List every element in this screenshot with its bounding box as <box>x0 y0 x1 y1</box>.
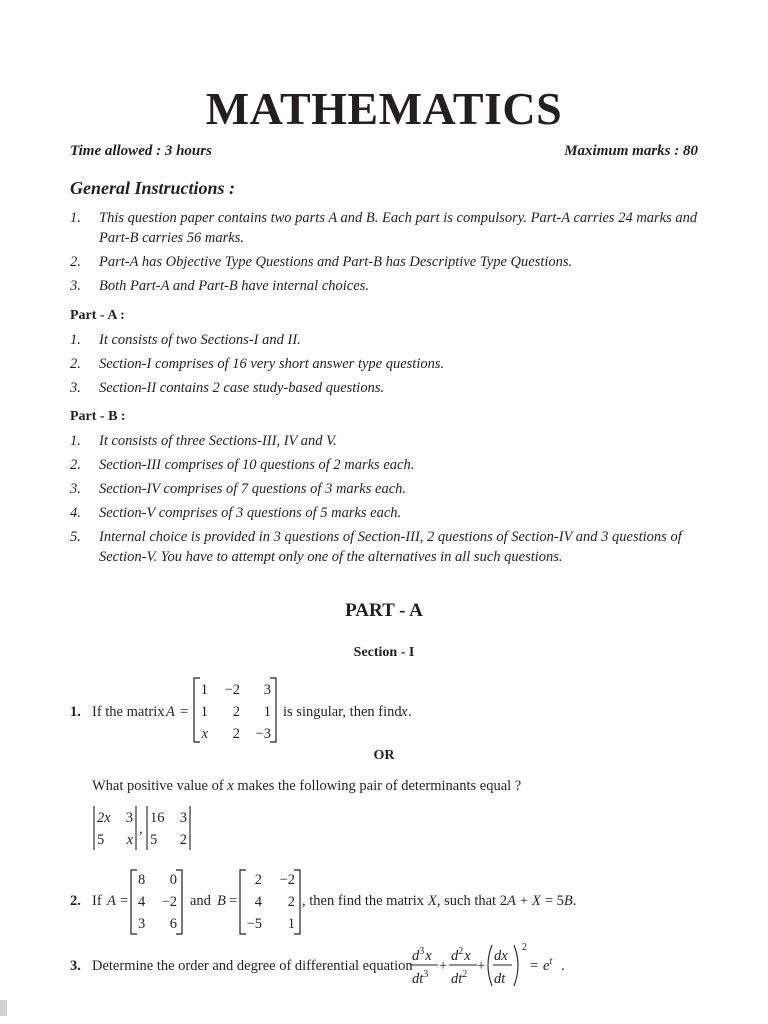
variable: B <box>217 893 226 909</box>
text-part: , such that 2 <box>436 893 507 909</box>
superscript: t <box>549 956 553 967</box>
item-number: 3. <box>70 380 81 396</box>
left-bracket <box>131 870 137 934</box>
question-text: If <box>92 893 102 909</box>
determinant-cell: 2x <box>97 810 111 826</box>
item-number: 5. <box>70 529 81 545</box>
item-number: 3. <box>70 278 81 294</box>
matrix-cell: 4 <box>138 894 146 910</box>
plus-sign: + <box>439 958 448 974</box>
variable: X <box>532 893 541 909</box>
matrix-cell: −5 <box>246 916 262 932</box>
matrix-cell: 6 <box>169 916 177 932</box>
item-text: Part-A has Objective Type Questions and Part-B has Descriptive Type Questions. <box>99 254 573 270</box>
variable: X <box>428 893 437 909</box>
or-label: OR <box>373 748 395 763</box>
question-2 <box>0 862 768 942</box>
fraction-numerator <box>412 946 432 964</box>
variable: x <box>401 704 408 720</box>
item-text: Both Part-A and Part-B have internal choices. <box>99 278 369 294</box>
list-item <box>70 252 710 272</box>
question-text: is singular, then find <box>283 704 402 720</box>
maximum-marks: Maximum marks : 80 <box>564 143 698 159</box>
matrix-cell: −2 <box>279 872 295 888</box>
rhs <box>543 956 552 974</box>
left-paren <box>488 945 492 986</box>
list-item <box>70 276 710 296</box>
part-title: PART - A <box>345 600 423 621</box>
period: . <box>561 958 565 974</box>
fraction-denominator <box>412 969 428 987</box>
item-text: Section-I comprises of 16 very short answer type questions. <box>99 356 445 372</box>
item-text: Section-II contains 2 case study-based questions. <box>99 380 385 396</box>
matrix-cell: −2 <box>224 682 240 698</box>
superscript: 2 <box>462 969 468 980</box>
part-a-heading: Part - A : <box>70 308 125 323</box>
item-text: Internal choice is provided in 3 questions of Section-III, 2 questions of Section-IV and 3 questions of Section-V. You have to attempt only one of the alternatives in all such questions. <box>99 529 682 565</box>
period: . <box>408 704 412 720</box>
text-part: x <box>425 948 432 964</box>
item-number: 4. <box>70 505 81 521</box>
text-part: = 5 <box>544 893 564 909</box>
fraction-denominator: dt <box>494 971 506 987</box>
item-text: Section-III comprises of 10 questions of 2 marks each. <box>99 457 415 473</box>
question-1 <box>0 670 768 750</box>
question-text: Determine the order and degree of differential equation <box>92 958 413 974</box>
scroll-indicator[interactable] <box>0 1000 7 1016</box>
part-a-list <box>70 330 710 402</box>
part-b-list <box>70 431 710 571</box>
matrix-a <box>138 872 177 932</box>
text-part: x <box>464 948 471 964</box>
general-instructions-list <box>70 208 710 300</box>
question-3 <box>0 940 768 1000</box>
part-b-heading: Part - B : <box>70 409 126 424</box>
matrix-cell: 2 <box>254 872 262 888</box>
matrix-b <box>247 872 295 932</box>
text-part: , then find the matrix <box>302 893 425 909</box>
matrix-cell: 2 <box>232 704 240 720</box>
determinant-2 <box>150 810 187 848</box>
question-number: 2. <box>70 893 81 909</box>
matrix-cell: 1 <box>263 704 271 720</box>
matrix-cell: 1 <box>200 704 208 720</box>
fraction-denominator <box>451 969 467 987</box>
list-item <box>70 455 710 475</box>
list-item <box>70 503 710 523</box>
matrix-cell: 1 <box>200 682 208 698</box>
question-text: and <box>190 893 211 909</box>
fraction-numerator: dx <box>494 948 508 964</box>
matrix-cell: 2 <box>287 894 295 910</box>
determinant-cell: 3 <box>125 810 133 826</box>
list-item <box>70 431 710 451</box>
text-part: dt <box>412 971 424 987</box>
matrix-cell: −2 <box>161 894 177 910</box>
determinant-pair <box>80 800 220 856</box>
left-bracket <box>240 870 246 934</box>
matrix-cell: 4 <box>254 894 262 910</box>
superscript: 2 <box>458 946 464 957</box>
question-alt-text <box>92 778 521 795</box>
variable: A <box>506 893 516 909</box>
list-item <box>70 330 710 350</box>
item-number: 3. <box>70 481 81 497</box>
determinant-cell: x <box>126 832 133 848</box>
time-allowed: Time allowed : 3 hours <box>70 143 212 159</box>
variable: A <box>166 704 175 720</box>
list-item <box>70 527 710 567</box>
item-number: 1. <box>70 332 81 348</box>
determinant-cell: 16 <box>150 810 165 826</box>
determinant-cell: 2 <box>179 832 187 848</box>
matrix-cell: x <box>201 726 208 742</box>
item-number: 1. <box>70 433 81 449</box>
matrix-cell: 8 <box>138 872 146 888</box>
determinant-cell: 3 <box>179 810 187 826</box>
question-text: What positive value of <box>92 778 224 794</box>
matrix-cell: 3 <box>263 682 271 698</box>
list-item <box>70 208 710 248</box>
variable: A <box>107 893 116 909</box>
question-number: 1. <box>70 704 81 720</box>
item-number: 1. <box>70 210 81 226</box>
matrix-cell: 0 <box>169 872 177 888</box>
question-text: If the matrix <box>92 704 165 720</box>
fraction-numerator <box>451 946 471 964</box>
text-part: dt <box>451 971 463 987</box>
item-text: It consists of three Sections-III, IV and V. <box>99 433 337 449</box>
item-text: It consists of two Sections-I and II. <box>99 332 301 348</box>
text-part: d <box>451 948 459 964</box>
matrix-cell: 2 <box>232 726 240 742</box>
superscript: 3 <box>419 946 425 957</box>
variable: B <box>563 893 573 909</box>
text-part: d <box>412 948 420 964</box>
section-title: Section - I <box>353 645 415 660</box>
left-bracket <box>194 678 200 742</box>
list-item <box>70 354 710 374</box>
determinant-cell: 5 <box>97 832 105 848</box>
determinant-1 <box>97 810 134 848</box>
equals-sign: = <box>229 893 238 909</box>
comma: , <box>139 821 143 837</box>
plus-sign: + <box>477 958 486 974</box>
matrix-cell: 1 <box>287 916 295 932</box>
equals-sign: = <box>530 958 539 974</box>
item-number: 2. <box>70 457 81 473</box>
variable: x <box>227 778 234 794</box>
superscript: 3 <box>423 969 429 980</box>
equals-sign: = <box>180 704 189 720</box>
item-text: This question paper contains two parts A and B. Each part is compulsory. Part-A carries 24 marks and Part-B carries 56 marks. <box>99 210 698 246</box>
item-text: Section-IV comprises of 7 questions of 3 marks each. <box>99 481 407 497</box>
list-item <box>70 378 710 398</box>
matrix <box>201 682 271 742</box>
determinant-cell: 5 <box>150 832 158 848</box>
item-number: 2. <box>70 356 81 372</box>
text-part: e <box>543 958 550 974</box>
matrix-cell: 3 <box>138 916 146 932</box>
item-number: 2. <box>70 254 81 270</box>
question-text <box>302 893 576 909</box>
question-number: 3. <box>70 958 81 974</box>
page-title: MATHEMATICS <box>205 83 563 134</box>
general-instructions-heading: General Instructions : <box>70 178 236 198</box>
list-item <box>70 479 710 499</box>
question-text: makes the following pair of determinants equal ? <box>237 778 522 794</box>
item-text: Section-V comprises of 3 questions of 5 marks each. <box>99 505 402 521</box>
text-part: + <box>519 893 528 909</box>
equals-sign: = <box>120 893 129 909</box>
period: . <box>572 893 577 909</box>
matrix-cell: −3 <box>255 726 271 742</box>
right-paren <box>514 945 518 986</box>
exponent: 2 <box>522 942 527 953</box>
